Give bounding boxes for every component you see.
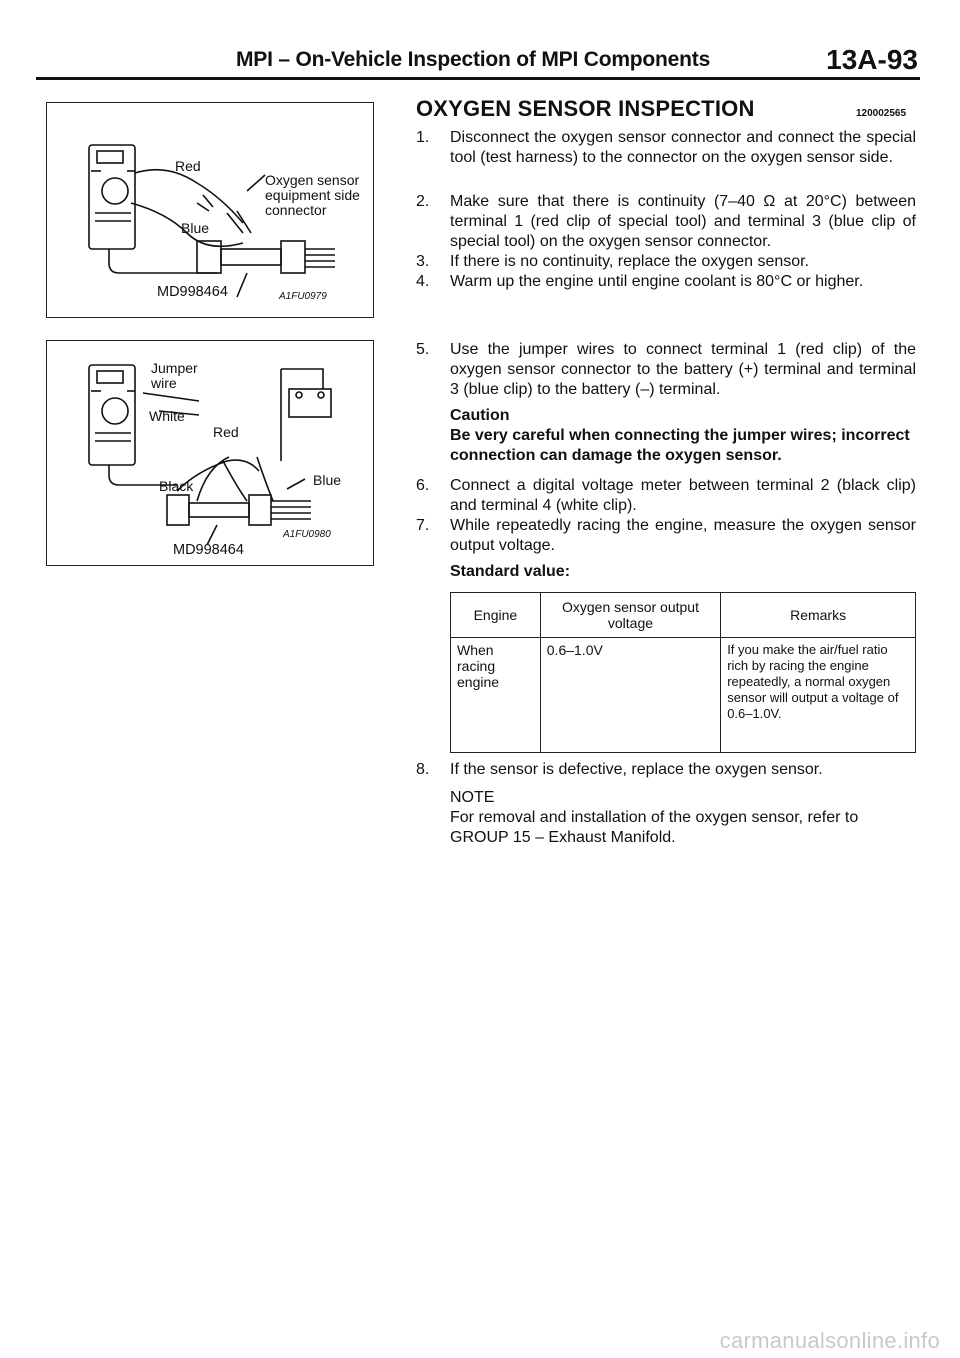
table-cell-remarks: If you make the air/fuel ratio rich by racing the engine repeatedly, a normal oxygen sensor will output a voltage of 0.6–1.0V. — [721, 638, 916, 753]
table-row — [451, 638, 916, 753]
note-heading: NOTE — [450, 789, 495, 806]
label-jumper-1: Jumper — [151, 360, 198, 376]
step-number: 5. — [416, 341, 430, 358]
caution-text: Be very careful when connecting the jumper wires; incorrect connection can damage the oxygen sensor. — [450, 427, 910, 464]
step-number: 6. — [416, 477, 430, 494]
step-number: 7. — [416, 517, 430, 534]
table-header: Remarks — [721, 593, 916, 638]
step-text: While repeatedly racing the engine, measure the oxygen sensor output voltage. — [450, 517, 916, 554]
figure-code: A1FU0980 — [283, 529, 331, 540]
step-3 — [416, 252, 916, 272]
label-white: White — [149, 408, 185, 424]
label-blue: Blue — [181, 220, 210, 236]
figure-code: A1FU0979 — [279, 291, 327, 302]
table-cell-engine: When racing engine — [451, 638, 541, 753]
step-6 — [416, 476, 916, 516]
step-number: 8. — [416, 761, 430, 778]
label-connector-1: Oxygen sensor — [265, 172, 360, 188]
table-cell-voltage: 0.6–1.0V — [540, 638, 720, 753]
step-7 — [416, 516, 916, 556]
label-blue: Blue — [313, 472, 342, 488]
table-header: Oxygen sensor output voltage — [540, 593, 720, 638]
table-header-row — [451, 593, 916, 638]
figure-jumper-wire — [46, 340, 374, 566]
standard-value-label: Standard value: — [450, 563, 571, 580]
standard-value-table — [450, 592, 916, 753]
step-2 — [416, 192, 916, 252]
header-rule — [36, 77, 920, 80]
label-black: Black — [159, 478, 194, 494]
step-text: Warm up the engine until engine coolant is 80°C or higher. — [450, 273, 864, 290]
step-number: 3. — [416, 253, 430, 270]
label-jumper-2: wire — [151, 375, 177, 391]
table-header: Engine — [451, 593, 541, 638]
document-id: 120002565 — [856, 108, 907, 119]
step-1 — [416, 128, 916, 168]
step-number: 1. — [416, 129, 430, 146]
step-text: Use the jumper wires to connect terminal 1 (red clip) of the oxygen sensor connector to the battery (+) terminal and terminal 3 (blue clip) to the battery (–) terminal. — [450, 341, 916, 398]
note-block — [450, 788, 916, 848]
page-header — [36, 44, 920, 84]
step-number: 4. — [416, 273, 430, 290]
label-connector-2: equipment side — [265, 187, 360, 203]
step-text: Make sure that there is continuity (7–40 Ω at 20°C) between terminal 1 (red clip of special tool) and terminal 3 (blue clip of special tool) on the oxygen sensor connector. — [450, 193, 916, 250]
step-number: 2. — [416, 193, 430, 210]
label-tool-number: MD998464 — [157, 284, 228, 300]
label-connector-3: connector — [265, 202, 327, 218]
label-tool-number: MD998464 — [173, 542, 244, 558]
step-text: If there is no continuity, replace the oxygen sensor. — [450, 253, 810, 270]
step-text: Connect a digital voltage meter between terminal 2 (black clip) and terminal 4 (white clip). — [450, 477, 916, 514]
step-5 — [416, 340, 916, 400]
page-title: MPI – On-Vehicle Inspection of MPI Components — [236, 48, 711, 71]
caution-block — [450, 406, 916, 466]
step-text: If the sensor is defective, replace the oxygen sensor. — [450, 761, 823, 778]
label-red: Red — [175, 158, 201, 174]
label-red: Red — [213, 424, 239, 440]
step-4 — [416, 272, 916, 292]
page-number: 13A-93 — [826, 44, 918, 75]
section-title: OXYGEN SENSOR INSPECTION — [416, 96, 755, 121]
watermark: carmanualsonline.info — [719, 1328, 940, 1353]
note-text: For removal and installation of the oxygen sensor, refer to GROUP 15 – Exhaust Manifold. — [450, 809, 859, 846]
step-text: Disconnect the oxygen sensor connector and connect the special tool (test harness) to the connector on the oxygen sensor side. — [450, 129, 916, 166]
figure-test-harness — [46, 102, 374, 318]
step-8 — [416, 760, 916, 780]
caution-heading: Caution — [450, 407, 510, 424]
